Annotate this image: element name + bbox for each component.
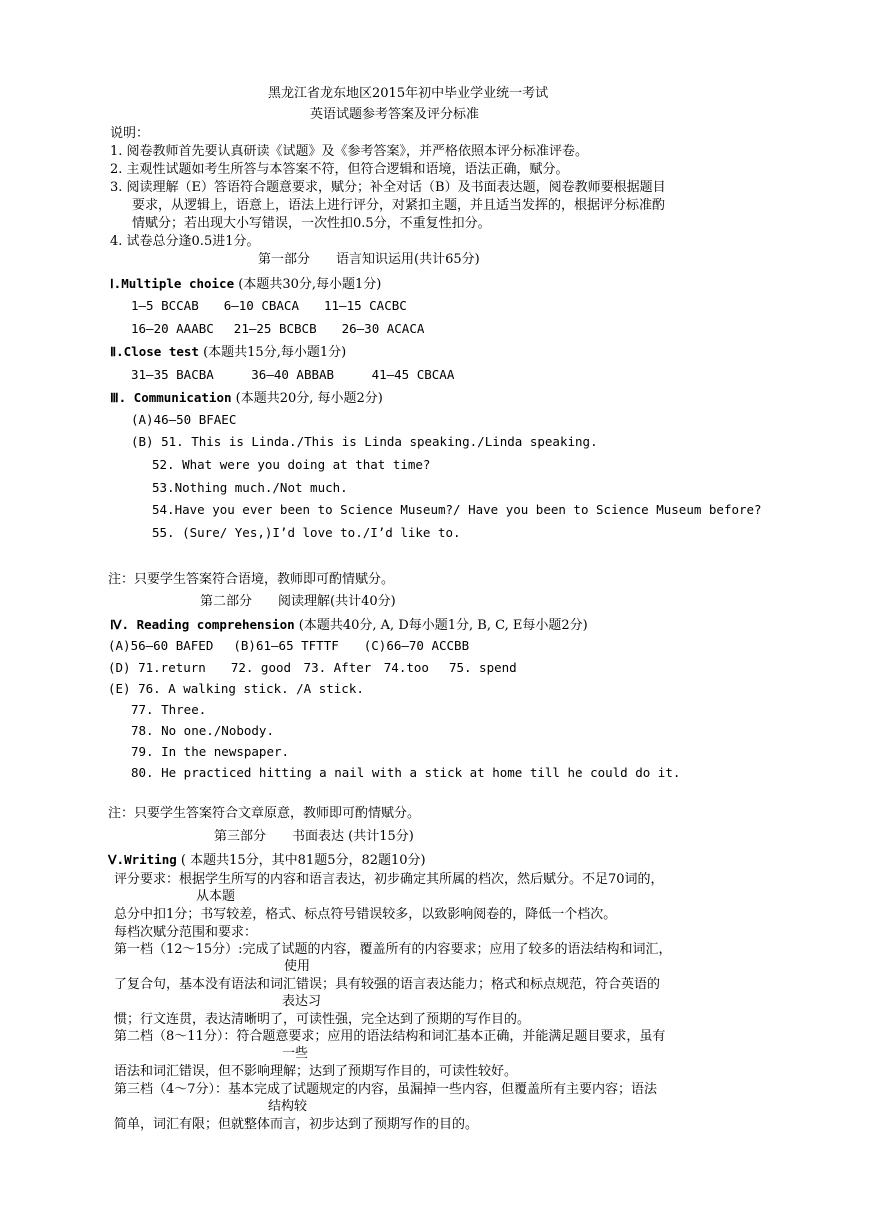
grade-2-line-b: 一些 bbox=[282, 1046, 309, 1061]
answers-31-45: 31—35 BACBA 36—40 ABBAB 41—45 CBCAA bbox=[131, 367, 455, 382]
notes-item-3b: 要求，从逻辑上，语意上，语法上进行评分，对紧扣主题，并且适当发挥的，根据评分标准酌 bbox=[132, 198, 666, 213]
answer-51: (B) 51. This is Linda./This is Linda speaking./Linda speaking. bbox=[131, 434, 598, 449]
answers-56-70: (A)56—60 BAFED (B)61—65 TFTTF (C)66—70 ACCBB bbox=[108, 638, 470, 653]
requirement-line-3: 每档次赋分范围和要求： bbox=[114, 925, 258, 940]
part1-note: 注：只要学生答案符合语境，教师即可酌情赋分。 bbox=[108, 572, 395, 587]
section-3-label: Ⅲ. Communication bbox=[110, 390, 232, 405]
grade-2-line-a: 第二档（8～11分）：符合题意要求；应用的语法结构和词汇基本正确，并能满足题目要求，虽有 bbox=[114, 1029, 666, 1044]
grade-1-line-a: 第一档（12～15分）:完成了试题的内容，覆盖所有的内容要求；应用了较多的语法结构和词汇， bbox=[114, 942, 672, 957]
grade-1-line-b: 使用 bbox=[284, 959, 311, 974]
answer-53: 53.Nothing much./Not much. bbox=[152, 480, 348, 495]
title-line-1: 黑龙江省龙东地区2015年初中毕业学业统一考试 bbox=[268, 86, 549, 101]
title-line-2: 英语试题参考答案及评分标准 bbox=[310, 107, 480, 122]
answer-55: 55. (Sure/ Yes,)I’d love to./I’d like to. bbox=[152, 525, 461, 540]
section-4-title bbox=[110, 617, 588, 634]
section-3-title bbox=[110, 390, 383, 407]
section-1-title bbox=[110, 276, 381, 293]
part1-heading: 第一部分 语言知识运用(共计65分) bbox=[258, 252, 480, 267]
section-2-title bbox=[110, 344, 346, 361]
grade-3-line-c: 简单，词汇有限；但就整体而言，初步达到了预期写作的目的。 bbox=[114, 1117, 479, 1132]
notes-item-1: 1. 阅卷教师首先要认真研读《试题》及《参考答案》，并严格依照本评分标准评卷。 bbox=[110, 144, 589, 159]
section-1-points: (本题共30分,每小题1分) bbox=[238, 277, 382, 292]
answers-16-30: 16—20 AAABC 21—25 BCBCB 26—30 ACACA bbox=[131, 321, 425, 336]
grade-2-line-c: 语法和词汇错误，但不影响理解；达到了预期写作目的，可读性较好。 bbox=[114, 1064, 518, 1079]
section-4-points: (本题共40分, A, D每小题1分, B, C, E每小题2分) bbox=[298, 618, 588, 633]
answer-54: 54.Have you ever been to Science Museum?/ Have you been to Science Museum before? bbox=[152, 502, 762, 517]
section-5-points: ( 本题共15分，其中81题5分，82题10分) bbox=[180, 853, 426, 868]
grade-3-line-b: 结构较 bbox=[268, 1099, 308, 1114]
answer-76: (E) 76. A walking stick. /A stick. bbox=[108, 681, 364, 696]
part2-heading: 第二部分 阅读理解(共计40分) bbox=[200, 594, 396, 609]
answer-79: 79. In the newspaper. bbox=[131, 744, 290, 759]
answer-80: 80. He practiced hitting a nail with a stick at home till he could do it. bbox=[131, 765, 681, 780]
answer-77: 77. Three. bbox=[131, 702, 207, 717]
part2-note: 注：只要学生答案符合文章原意，教师即可酌情赋分。 bbox=[108, 806, 421, 821]
answers-71-75: (D) 71.return 72. good 73. After 74.too 75. spend bbox=[108, 660, 517, 675]
section-5-label: Ⅴ.Writing bbox=[108, 852, 177, 867]
section-4-label: Ⅳ. Reading comprehension bbox=[110, 617, 295, 632]
section-1-label: Ⅰ.Multiple choice bbox=[110, 276, 235, 291]
grade-1-line-c: 了复合句，基本没有语法和词汇错误；具有较强的语言表达能力；格式和标点规范，符合英语的 bbox=[114, 977, 661, 992]
notes-heading: 说明： bbox=[110, 126, 150, 141]
section-2-points: (本题共15分,每小题1分) bbox=[203, 345, 347, 360]
grade-1-line-e: 惯；行文连贯，表达清晰明了，可读性强，完全达到了预期的写作目的。 bbox=[114, 1012, 531, 1027]
part3-heading: 第三部分 书面表达 (共计15分) bbox=[214, 829, 414, 844]
grade-1-line-d: 表达习 bbox=[282, 994, 322, 1009]
answers-46-50: (A)46—50 BFAEC bbox=[131, 412, 237, 427]
requirement-line-1b: 从本题 bbox=[196, 889, 236, 904]
section-2-label: Ⅱ.Close test bbox=[110, 344, 199, 359]
notes-item-3c: 情赋分；若出现大小写错误，一次性扣0.5分，不重复性扣分。 bbox=[132, 216, 491, 231]
requirement-line-1: 评分要求：根据学生所写的内容和语言表达，初步确定其所属的档次，然后赋分。不足70词的， bbox=[114, 872, 664, 887]
section-3-points: (本题共20分, 每小题2分) bbox=[235, 391, 383, 406]
answer-52: 52. What were you doing at that time? bbox=[152, 457, 431, 472]
section-5-title bbox=[108, 852, 426, 869]
answers-1-15: 1—5 BCCAB 6—10 CBACA 11—15 CACBC bbox=[131, 298, 407, 313]
grade-3-line-a: 第三档（4～7分）：基本完成了试题规定的内容，虽漏掉一些内容，但覆盖所有主要内容；语法 bbox=[114, 1082, 658, 1097]
notes-item-4: 4. 试卷总分逢0.5进1分。 bbox=[110, 234, 260, 249]
notes-item-3a: 3. 阅读理解（E）答语符合题意要求，赋分；补全对话（B）及书面表达题，阅卷教师要根据题目 bbox=[110, 180, 666, 195]
requirement-line-2: 总分中扣1分；书写较差，格式、标点符号错误较多，以致影响阅卷的，降低一个档次。 bbox=[114, 907, 617, 922]
answer-78: 78. No one./Nobody. bbox=[131, 723, 274, 738]
notes-item-2: 2. 主观性试题如考生所答与本答案不符，但符合逻辑和语境，语法正确，赋分。 bbox=[110, 162, 569, 177]
